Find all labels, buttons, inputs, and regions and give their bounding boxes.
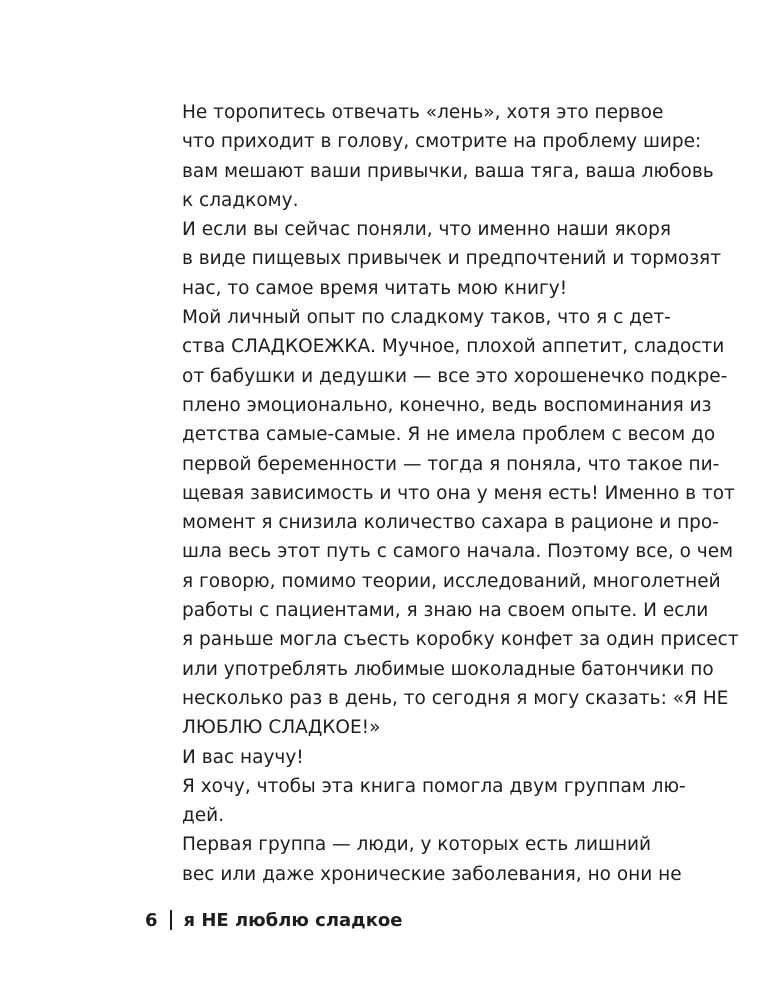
text-line: шла весь этот путь с самого начала. Поэтому все, о чем (182, 541, 734, 563)
text-line: от бабушки и дедушки — все это хорошенечко подкре- (182, 365, 728, 387)
text-line: я раньше могла съесть коробку конфет за один присест (182, 629, 739, 651)
page-number: 6 (145, 910, 158, 931)
text-line: Не торопитесь отвечать «лень», хотя это первое (182, 102, 664, 123)
text-line: вам мешают ваши привычки, ваша тяга, ваша любовь (182, 160, 714, 182)
text-line: плено эмоционально, конечно, ведь воспоминания из (182, 394, 712, 416)
paragraph (145, 98, 714, 215)
text-line: работы с пациентами, я знаю на своем опыте. И если (182, 600, 709, 622)
text-line: детства самые-самые. Я не имела проблем с весом до (182, 424, 716, 446)
text-line: дей. (182, 805, 225, 827)
text-line: момент я снизила количество сахара в рационе и про- (182, 512, 719, 534)
paragraph (145, 830, 682, 889)
text-line: нас, то самое время читать мою книгу! (182, 277, 568, 299)
paragraph (145, 303, 739, 742)
footer-separator (170, 910, 172, 930)
text-line: или употреблять любимые шоколадные батончики по (182, 658, 714, 680)
text-line: в виде пищевых привычек и предпочтений и тормозят (182, 248, 721, 270)
paragraph (145, 743, 650, 772)
text-line: первой беременности — тогда я поняла, что такое пи- (182, 453, 720, 475)
text-line: Первая группа — люди, у которых есть лишний (182, 834, 652, 856)
text-line: вес или даже хронические заболевания, но они не (182, 863, 682, 885)
paragraph (145, 215, 721, 303)
running-title: я НЕ люблю сладкое (183, 910, 403, 931)
text-line: ЛЮБЛЮ СЛАДКОЕ!» (182, 717, 381, 739)
text-line: И вас научу! (182, 746, 304, 768)
text-line: И если вы сейчас поняли, что именно наши якоря (182, 219, 671, 241)
text-line: ства СЛАДКОЕЖКА. Мучное, плохой аппетит, сладости (182, 336, 725, 358)
text-line: Мой личный опыт по сладкому таков, что я с дет- (182, 307, 671, 329)
text-line: я говорю, помимо теории, исследований, многолетней (182, 570, 721, 592)
text-line: что приходит в голову, смотрите на проблему шире: (182, 131, 702, 153)
text-line: Я хочу, чтобы эта книга помогла двум группам лю- (182, 775, 686, 797)
text-line: щевая зависимость и что она у меня есть! Именно в тот (182, 482, 735, 504)
text-line: несколько раз в день, то сегодня я могу сказать: «Я НЕ (182, 687, 729, 709)
paragraph (145, 772, 686, 831)
text-line: к сладкому. (182, 189, 299, 211)
page-footer (145, 910, 403, 931)
body-text (145, 98, 739, 889)
